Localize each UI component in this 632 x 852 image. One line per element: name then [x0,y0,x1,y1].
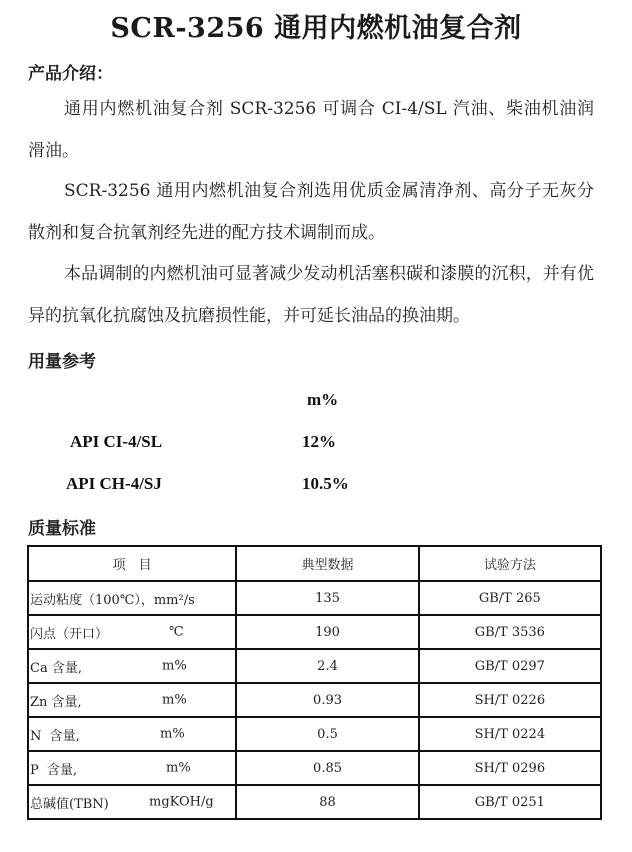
table-row [28,581,601,615]
dosage-unit-header: m% [307,390,339,409]
table-row [28,649,601,683]
cell-item [28,785,236,819]
cell-method: SH/T 0296 [419,751,601,785]
page-title: SCR-3256 通用内燃机油复合剂 [110,13,522,44]
item-unit: mgKOH/g [149,794,214,810]
cell-method: GB/T 0251 [419,785,601,819]
item-unit: ℃ [169,624,184,640]
intro-paragraph-3: 本品调制的内燃机油可显著减少发动机活塞积碳和漆膜的沉积，并有优异的抗氧化抗腐蚀及抗磨损性能，并可延长油品的换油期。 [28,264,594,326]
intro-paragraph-1: 通用内燃机油复合剂 SCR-3256 可调合 CI-4/SL 汽油、柴油机油润滑油。 [28,99,594,161]
item-name: 运动粘度（100℃），mm²/s [30,592,195,608]
item-name: P 含量, [30,762,78,778]
cell-item [28,683,236,717]
dosage-value-1: 12% [302,432,336,451]
cell-value: 135 [236,581,418,615]
table-row [28,785,601,819]
cell-value: 88 [236,785,418,819]
item-name: Ca 含量, [30,660,82,676]
cell-method: SH/T 0226 [419,683,601,717]
dosage-grade-2: API CH-4/SJ [66,474,162,493]
item-unit: m% [162,658,187,674]
item-unit: m% [166,760,191,776]
quality-heading: 质量标准 [28,519,96,539]
column-header-value: 典型数据 [236,546,418,581]
cell-value: 190 [236,615,418,649]
cell-method: SH/T 0224 [419,717,601,751]
cell-value: 0.85 [236,751,418,785]
table-row [28,717,601,751]
intro-heading: 产品介绍： [28,64,113,84]
cell-item [28,751,236,785]
table-row [28,615,601,649]
column-header-method: 试验方法 [419,546,601,581]
column-header-item: 项 目 [28,546,236,581]
cell-method: GB/T 265 [419,581,601,615]
cell-value: 0.93 [236,683,418,717]
item-name: Zn 含量, [30,694,82,710]
item-name: 总碱值(TBN) [30,796,109,812]
dosage-value-2: 10.5% [302,474,349,493]
item-unit: m% [162,692,187,708]
table-header-row [28,546,601,581]
cell-method: GB/T 0297 [419,649,601,683]
cell-item [28,649,236,683]
cell-item [28,581,236,615]
item-name: N 含量, [30,728,80,744]
dosage-heading: 用量参考 [28,352,96,372]
cell-item [28,717,236,751]
table-row [28,751,601,785]
quality-table [27,545,602,820]
item-name: 闪点（开口） [30,626,109,642]
dosage-grade-1: API CI-4/SL [70,432,163,451]
cell-value: 2.4 [236,649,418,683]
item-unit: m% [160,726,185,742]
cell-item [28,615,236,649]
intro-paragraph-2: SCR-3256 通用内燃机油复合剂选用优质金属清净剂、高分子无灰分散剂和复合抗氧剂经先进的配方技术调制而成。 [28,181,594,243]
cell-method: GB/T 3536 [419,615,601,649]
table-row [28,683,601,717]
cell-value: 0.5 [236,717,418,751]
